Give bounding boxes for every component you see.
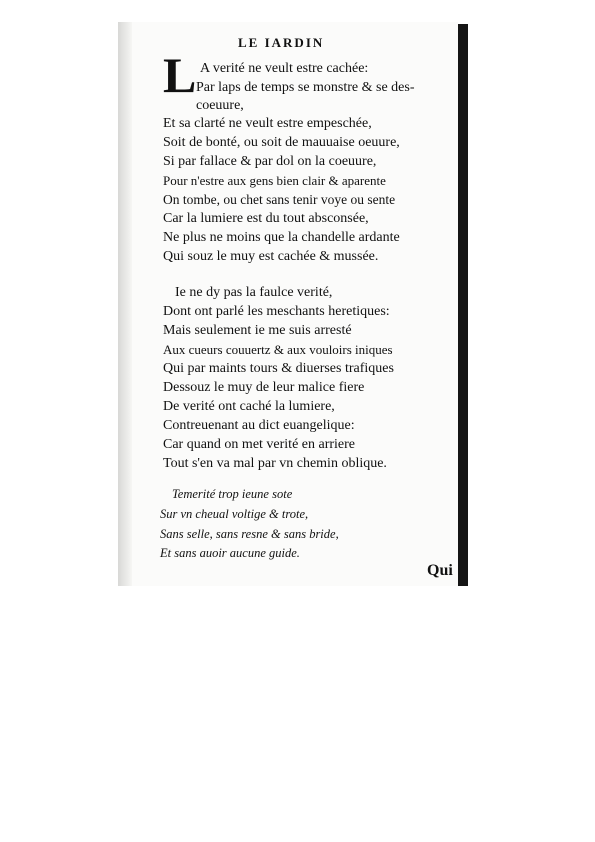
page-gutter xyxy=(118,22,132,586)
running-header: LE IARDIN xyxy=(238,35,325,50)
verse-line: Ie ne dy pas la faulce verité, xyxy=(175,285,333,300)
verse-line: Par laps de temps se monstre & se des- xyxy=(196,80,415,95)
verse-line: De verité ont caché la lumiere, xyxy=(163,399,335,414)
verse-line: Mais seulement ie me suis arresté xyxy=(163,323,352,338)
verse-line: Sans selle, sans resne & sans bride, xyxy=(160,527,339,541)
verse-line: On tombe, ou chet sans tenir voye ou sente xyxy=(163,192,396,207)
verse-line: Temerité trop ieune sote xyxy=(172,487,293,501)
verse-line: Contreuenant au dict euangelique: xyxy=(163,418,355,433)
page-edge-shadow xyxy=(458,24,468,586)
verse-line: Pour n'estre aux gens bien clair & aparente xyxy=(163,173,386,188)
verse-line: A verité ne veult estre cachée: xyxy=(200,61,369,76)
verse-line: Dessouz le muy de leur malice fiere xyxy=(163,380,365,395)
catchword: Qui xyxy=(427,562,453,579)
verse-line: Car quand on met verité en arriere xyxy=(163,437,356,452)
verse-line: Qui par maints tours & diuerses trafiques xyxy=(163,361,394,376)
verse-line: Tout s'en va mal par vn chemin oblique. xyxy=(163,456,387,471)
verse-line: Car la lumiere est du tout absconsée, xyxy=(163,211,369,226)
verse-line: Qui souz le muy est cachée & mussée. xyxy=(163,249,379,264)
verse-line: Si par fallace & par dol on la coeuure, xyxy=(163,154,377,169)
verse-line: Dont ont parlé les meschants heretiques: xyxy=(163,304,390,319)
verse-line: coeuure, xyxy=(196,98,244,113)
verse-line: Et sans auoir aucune guide. xyxy=(160,546,300,560)
verse-line: Aux cueurs couuertz & aux vouloirs iniques xyxy=(163,342,393,357)
verse-line: Ne plus ne moins que la chandelle ardante xyxy=(163,230,400,245)
verse-line: Soit de bonté, ou soit de mauuaise oeuure, xyxy=(163,135,400,150)
verse-line: Sur vn cheual voltige & trote, xyxy=(160,507,309,521)
drop-capital: L xyxy=(163,47,197,103)
verse-line: Et sa clarté ne veult estre empeschée, xyxy=(163,116,372,131)
